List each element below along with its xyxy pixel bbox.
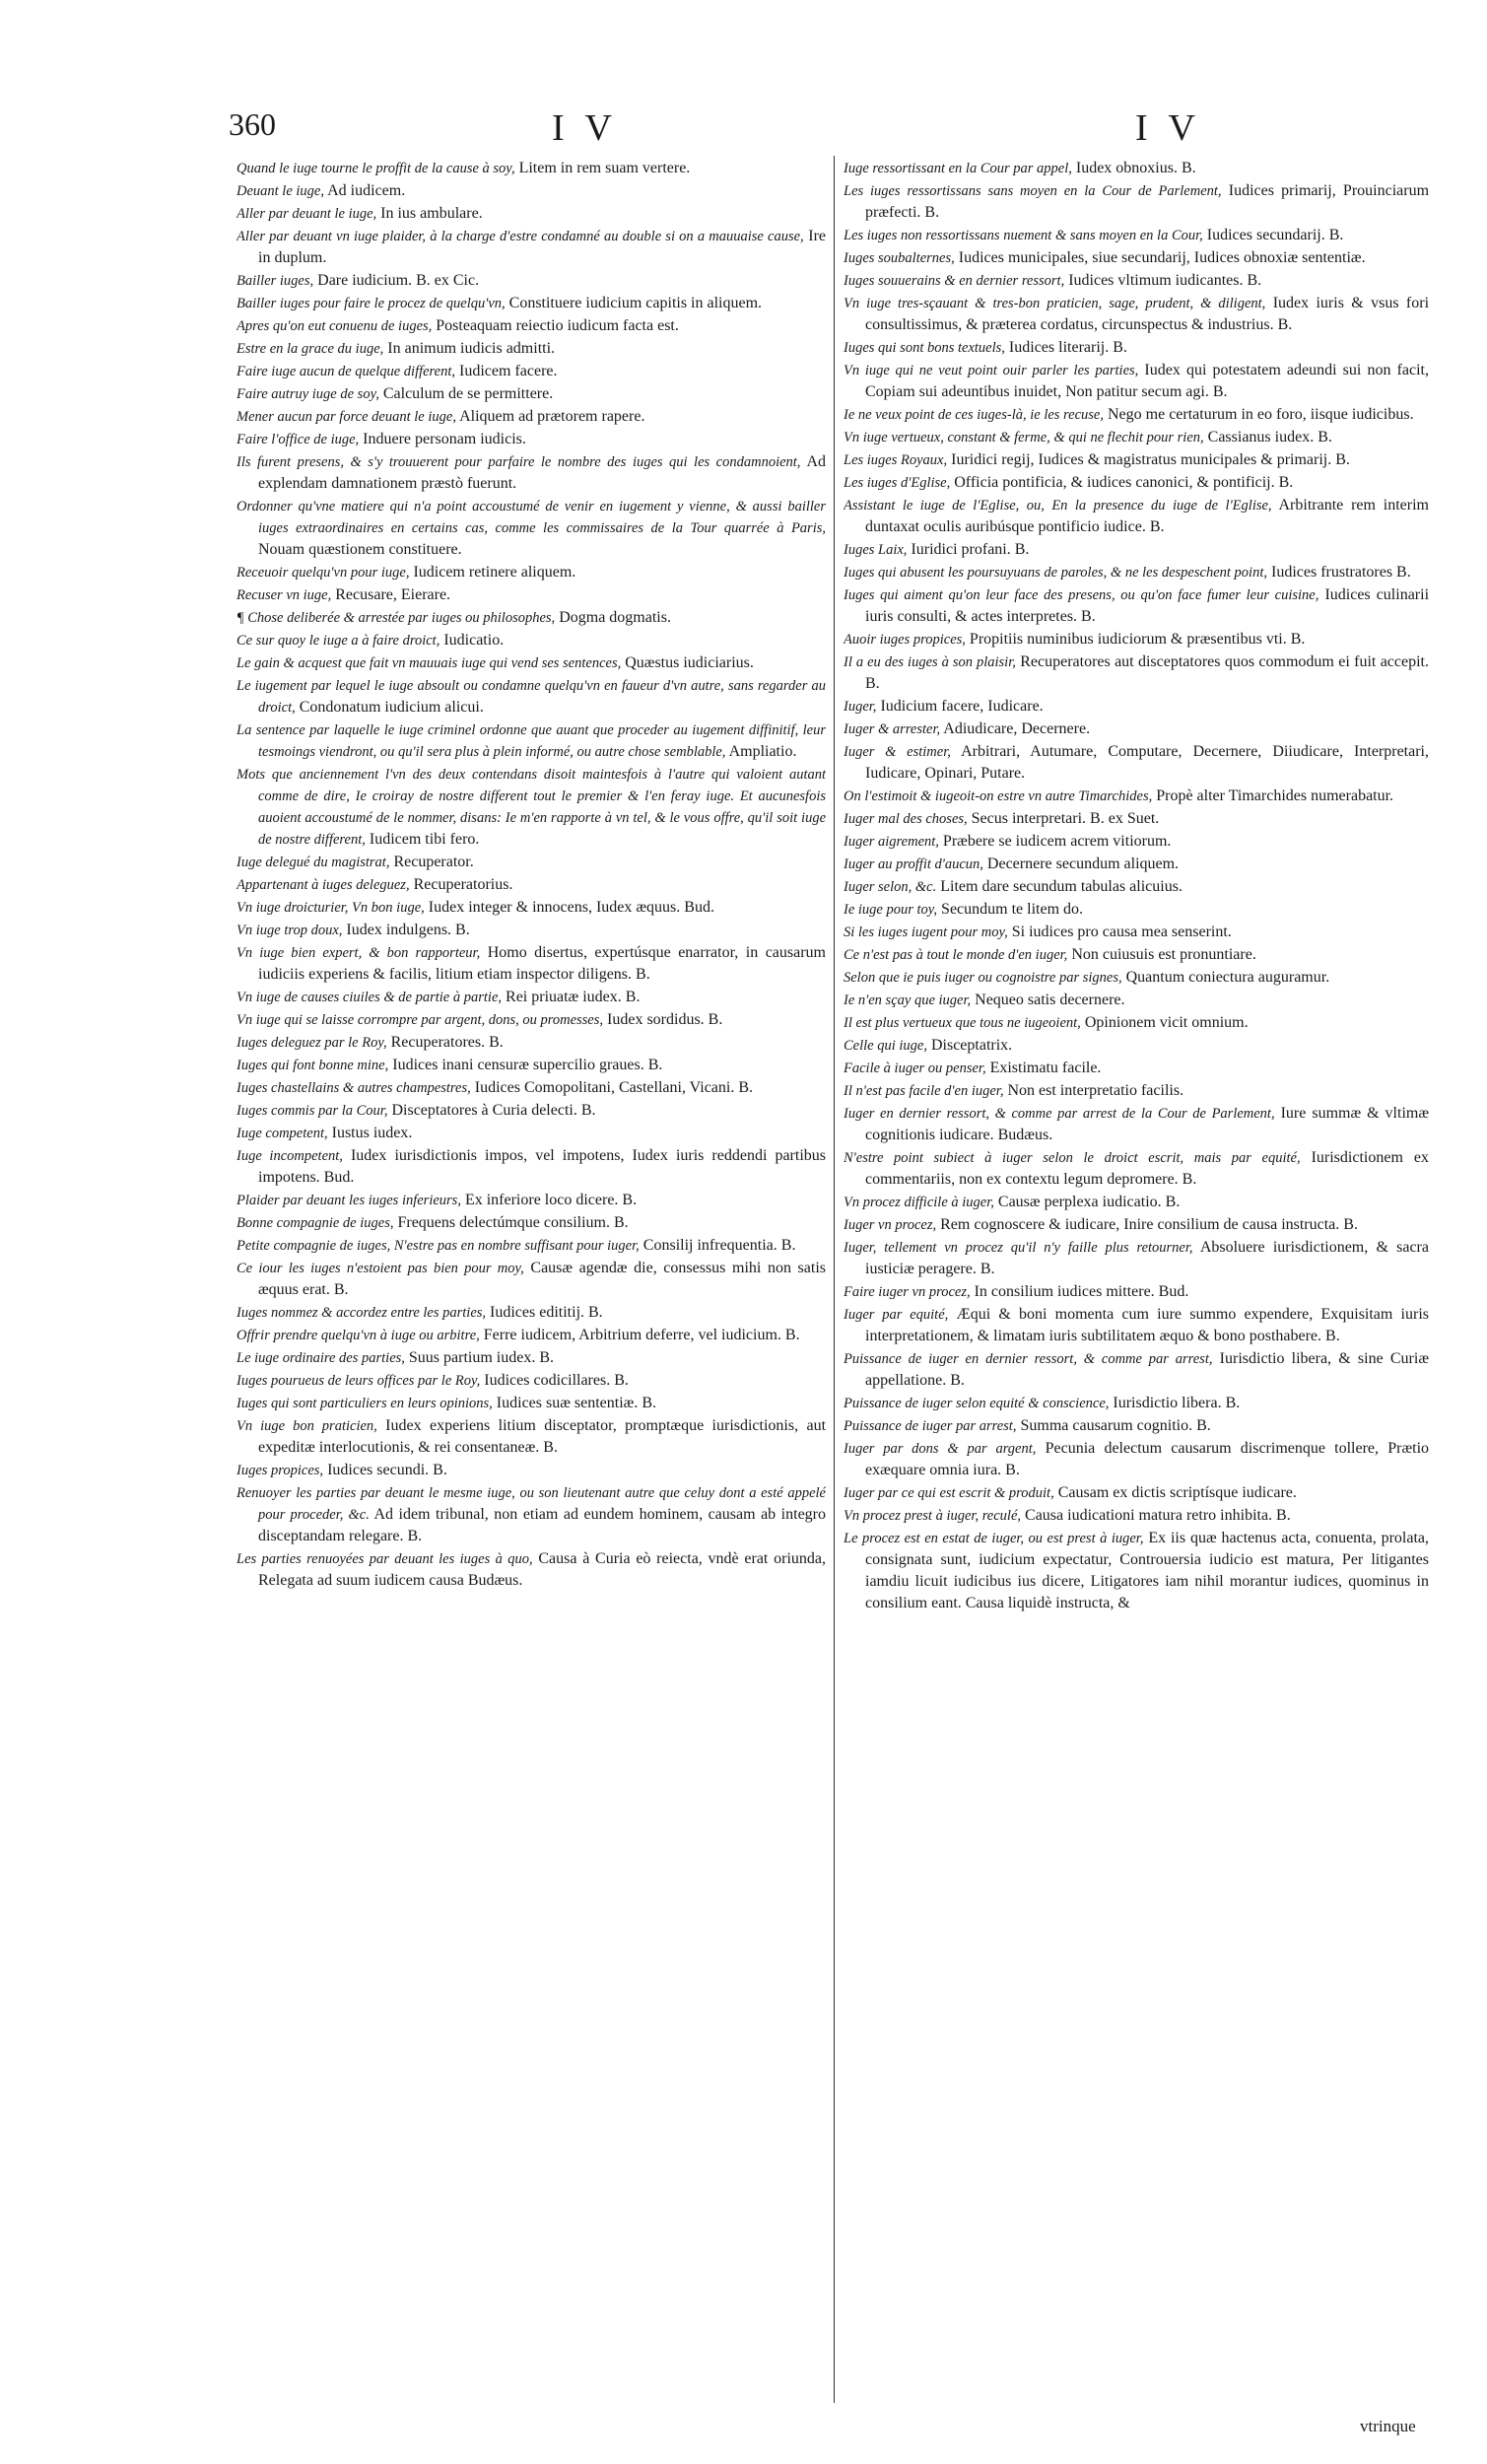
french-phrase: Il a eu des iuges à son plaisir, [844,654,1016,670]
french-phrase: Ie ne veux point de ces iuges-là, ie les recuse, [844,407,1104,423]
dictionary-entry [844,899,1429,921]
french-phrase: Vn iuge de causes ciuiles & de partie à partie, [237,990,503,1005]
latin-translation: Ad explendam damnationem præstò fuerunt. [258,453,826,492]
dictionary-entry [844,449,1429,471]
catchword: vtrinque [1360,2417,1416,2435]
french-phrase: Iuger en dernier ressort, & comme par arrest de la Cour de Parlement, [844,1106,1275,1122]
latin-translation: Cassianus iudex. B. [1207,429,1332,445]
dictionary-entry [844,786,1429,807]
dictionary-entry [844,247,1429,269]
latin-translation: Iudicem retinere aliquem. [413,564,576,581]
dictionary-entry [237,1393,826,1414]
french-phrase: Faire iuger vn procez, [844,1284,971,1300]
french-phrase: Iuges souuerains & en dernier ressort, [844,273,1065,289]
french-phrase: Iuge competent, [237,1126,328,1141]
latin-translation: Ferre iudicem, Arbitrium deferre, vel iudicium. B. [483,1327,800,1343]
dictionary-entry [237,852,826,873]
dictionary-entry [237,429,826,450]
latin-translation: Non est interpretatio facilis. [1007,1082,1184,1099]
latin-translation: Recusare, Eierare. [335,586,451,603]
dictionary-entry [844,922,1429,943]
dictionary-entry [237,1190,826,1211]
dictionary-entry [844,629,1429,650]
french-phrase: Bailler iuges, [237,273,314,289]
french-phrase: Ce sur quoy le iuge a à faire droict, [237,633,440,649]
dictionary-entry [237,406,826,428]
dictionary-entry [237,942,826,986]
dictionary-entry [237,920,826,941]
dictionary-entry [844,1348,1429,1392]
french-phrase: Quand le iuge tourne le proffit de la cause à soy, [237,161,515,176]
french-phrase: Iuger selon, &c. [844,879,937,895]
french-phrase: Iuges nommez & accordez entre les parties, [237,1305,487,1321]
dictionary-entry [844,1103,1429,1146]
dictionary-entry [844,472,1429,494]
french-phrase: Puissance de iuger par arrest, [844,1418,1017,1434]
dictionary-entry [844,584,1429,628]
latin-translation: Iudices Comopolitani, Castellani, Vicani. B. [474,1079,754,1096]
dictionary-entry [237,1415,826,1459]
latin-translation: Iudices vltimum iudicantes. B. [1068,272,1262,289]
dictionary-entry [844,854,1429,875]
french-phrase: Vn iuge bien expert, & bon rapporteur, [237,945,481,961]
french-phrase: Vn iuge droicturier, Vn bon iuge, [237,900,425,916]
french-phrase: Mener aucun par force deuant le iuge, [237,409,456,425]
latin-translation: Causæ agendæ die, consessus mihi non satis æquus erat. B. [258,1260,826,1298]
french-phrase: Puissance de iuger en dernier ressort, & comme par arrest, [844,1351,1213,1367]
latin-translation: In animum iudicis admitti. [387,340,556,357]
latin-translation: Arbitrante rem interim duntaxat oculis auribúsque pontificio iudice. B. [865,497,1429,535]
dictionary-entry [237,562,826,583]
latin-translation: Iudex indulgens. B. [346,922,470,938]
latin-translation: Iudices secundi. B. [327,1462,447,1478]
page-header [0,106,1487,150]
dictionary-entry [237,383,826,405]
french-phrase: La sentence par laquelle le iuge criminel ordonne que auant que proceder au iugement diffinitif, leur tesmoings viendront, ou qu'il sera plus à plein informé, ou autre chose semblable, [237,722,826,760]
french-phrase: Plaider par deuant les iuges inferieurs, [237,1193,461,1208]
french-phrase: Les iuges d'Eglise, [844,475,951,491]
latin-translation: Adiudicare, Decernere. [943,720,1091,737]
french-phrase: Mots que anciennement l'vn des deux contendans disoit maintesfois à l'autre qui valoient autant comme de dire, Ie croiray de nostre different tout le premier & l'en feray iuge. Et aucunesfois auoient accoustumé de le nommer, disans: Ie m'en rapporte à vn tel, & le vous offre, qu'il soit iuge de nostre different, [237,767,826,848]
dictionary-entry [237,158,826,179]
dictionary-entry [844,651,1429,695]
french-phrase: Iuges qui aiment qu'on leur face des presens, ou qu'on face fumer leur cuisine, [844,587,1319,603]
latin-translation: Causa iudicationi matura retro inhibita. B. [1025,1507,1291,1524]
french-phrase: Faire iuge aucun de quelque different, [237,364,456,379]
french-phrase: Iuges qui abusent les poursuyuans de paroles, & ne les despeschent point, [844,565,1267,581]
running-head-left: I V [552,107,618,149]
dictionary-entry [237,293,826,314]
dictionary-entry [237,1325,826,1346]
latin-translation: Consilij infrequentia. B. [642,1237,796,1254]
french-phrase: Iuges propices, [237,1463,324,1478]
latin-translation: Iure summæ & vltimæ cognitionis iudicare. Budæus. [865,1105,1429,1143]
dictionary-entry [237,361,826,382]
latin-translation: Iudices frustratores B. [1270,564,1411,581]
dictionary-entry [237,897,826,919]
dictionary-entry [844,1505,1429,1527]
latin-translation: Pecunia delectum causarum discrimenque tollere, Prætio exæquare omnia iura. B. [865,1440,1429,1478]
dictionary-entry [844,225,1429,246]
french-phrase: Iuger, [844,699,877,715]
french-phrase: Offrir prendre quelqu'vn à iuge ou arbitre, [237,1328,480,1343]
french-phrase: Si les iuges iugent pour moy, [844,924,1008,940]
dictionary-entry [844,1415,1429,1437]
latin-translation: Ex iis quæ hactenus acta, conuenta, prolata, consignata sunt, iudicium expectatur, Controuersia iudicio est matura, Per litigantes iamdiu licuit iudicibus ius dicere, Litigatores iam nihil morantur iudices, quominus in consilium eant. Causa liquidè instructa, & [865,1530,1429,1611]
french-phrase: Le iuge ordinaire des parties, [237,1350,405,1366]
dictionary-entry [237,630,826,651]
dictionary-entry [844,158,1429,179]
latin-translation: Non cuiusuis est pronuntiare. [1071,946,1256,963]
latin-translation: Rei priuatæ iudex. B. [506,989,641,1005]
french-phrase: Les iuges Royaux, [844,452,948,468]
latin-translation: Secus interpretari. B. ex Suet. [971,810,1160,827]
french-phrase: Iuges soubalternes, [844,250,955,266]
dictionary-entry [237,987,826,1008]
french-phrase: Le procez est en estat de iuger, ou est prest à iuger, [844,1531,1144,1546]
french-phrase: Iuger, tellement vn procez qu'il n'y faille plus retourner, [844,1240,1193,1256]
dictionary-entry [844,967,1429,989]
french-phrase: Deuant le iuge, [237,183,324,199]
latin-translation: Iudex obnoxius. B. [1075,160,1196,176]
latin-translation: Disceptatores à Curia delecti. B. [391,1102,596,1119]
dictionary-entry [844,495,1429,538]
latin-translation: Aliquem ad prætorem rapere. [459,408,645,425]
french-phrase: On l'estimoit & iugeoit-on estre vn autre Timarchides, [844,788,1153,804]
dictionary-entry [237,652,826,674]
dictionary-entry [844,719,1429,740]
dictionary-entry [844,337,1429,359]
french-phrase: Ordonner qu'vne matiere qui n'a point accoustumé de venir en iugement y vienne, & aussi bailler iuges extraordinaires en certains cas, comme les commissaires de la Tour quarrée à Paris, [237,499,826,536]
dictionary-entry [237,203,826,225]
latin-translation: Existimatu facile. [989,1060,1102,1076]
running-head-right: I V [1135,107,1201,149]
french-phrase: Iuger au proffit d'aucun, [844,856,983,872]
dictionary-entry [844,944,1429,966]
french-phrase: Selon que ie puis iuger ou cognoistre par signes, [844,970,1122,986]
latin-translation: In consilium iudices mittere. Bud. [974,1283,1189,1300]
latin-translation: Disceptatrix. [930,1037,1013,1054]
latin-translation: Causa à Curia eò reiecta, vndè erat oriunda, Relegata ad suum iudicem causa Budæus. [258,1550,826,1589]
french-phrase: Vn iuge bon praticien, [237,1418,377,1434]
latin-translation: Recuperatorius. [413,876,513,893]
french-phrase: Ils furent presens, & s'y trouuerent pour parfaire le nombre des iuges qui les condamnoient, [237,454,801,470]
latin-translation: Iudex qui potestatem adeundi sui non facit, Copiam sui adeuntibus inuidet, Non patitur secum agi. B. [865,362,1429,400]
dictionary-entry [844,1192,1429,1213]
dictionary-entry [844,270,1429,292]
french-phrase: Il n'est pas facile d'en iuger, [844,1083,1004,1099]
dictionary-entry [237,1032,826,1054]
latin-translation: Suus partium iudex. B. [408,1349,555,1366]
french-phrase: ¶ Chose deliberée & arrestée par iuges ou philosophes, [237,610,556,626]
french-phrase: Il est plus vertueux que tous ne iugeoient, [844,1015,1081,1031]
latin-translation: Summa causarum cognitio. B. [1020,1417,1211,1434]
latin-translation: Iurisdictio libera. B. [1113,1395,1241,1411]
dictionary-entry [844,1304,1429,1347]
french-phrase: Le gain & acquest que fait vn mauuais iuge qui vend ses sentences, [237,655,622,671]
french-phrase: Vn iuge tres-sçauant & tres-bon praticien, sage, prudent, & diligent, [844,296,1266,311]
latin-translation: Iudicem facere. [459,363,558,379]
dictionary-entry [844,180,1429,224]
french-phrase: Vn procez difficile à iuger, [844,1195,994,1210]
latin-translation: Iurisdictio libera, & sine Curiæ appellatione. B. [865,1350,1429,1389]
latin-translation: Opinionem vicit omnium. [1084,1014,1249,1031]
latin-translation: Condonatum iudicium alicui. [299,699,484,716]
latin-translation: Propè alter Timarchides numerabatur. [1156,787,1394,804]
latin-translation: Litem in rem suam vertere. [518,160,691,176]
dictionary-entry [844,808,1429,830]
dictionary-entry [844,1281,1429,1303]
french-phrase: Iuger mal des choses, [844,811,968,827]
french-phrase: Ie n'en sçay que iuger, [844,992,972,1008]
french-phrase: Auoir iuges propices, [844,632,966,648]
latin-translation: Calculum de se permittere. [382,385,554,402]
french-phrase: Iuger par equité, [844,1307,949,1323]
french-phrase: Iuge delegué du magistrat, [237,855,390,870]
french-phrase: Vn iuge vertueux, constant & ferme, & qui ne flechit pour rien, [844,430,1204,445]
dictionary-entry [844,360,1429,403]
french-phrase: Bonne compagnie de iuges, [237,1215,394,1231]
latin-translation: Iudex integer & innocens, Iudex æquus. Bud. [428,899,714,916]
latin-translation: Quæstus iudiciarius. [625,654,754,671]
latin-translation: Nego me certaturum in eo foro, iisque iudicibus. [1107,406,1414,423]
latin-translation: Rem cognoscere & iudicare, Inire consilium de causa instructa. B. [940,1216,1358,1233]
french-phrase: Les iuges ressortissans sans moyen en la Cour de Parlement, [844,183,1222,199]
dictionary-entry [844,741,1429,785]
latin-translation: Frequens delectúmque consilium. B. [397,1214,629,1231]
dictionary-entry [237,1212,826,1234]
french-phrase: Appartenant à iuges deleguez, [237,877,410,893]
french-phrase: Petite compagnie de iuges, N'estre pas en nombre suffisant pour iuger, [237,1238,640,1254]
french-phrase: Iuges pourueus de leurs offices par le Roy, [237,1373,481,1389]
latin-translation: Secundum te litem do. [941,901,1084,918]
latin-translation: Recuperatores. B. [390,1034,504,1051]
dictionary-entry [237,1145,826,1189]
dictionary-entry [844,1482,1429,1504]
latin-translation: Iudicatio. [443,632,505,649]
latin-translation: In ius ambulare. [380,205,483,222]
latin-translation: Iuridici regij, Iudices & magistratus municipales & primarij. B. [951,451,1350,468]
french-phrase: Apres qu'on eut conuenu de iuges, [237,318,433,334]
dictionary-entry [237,1055,826,1076]
french-phrase: Puissance de iuger selon equité & conscience, [844,1396,1110,1411]
french-phrase: Recuser vn iuge, [237,587,332,603]
dictionary-entry [237,1077,826,1099]
latin-translation: Iudex iurisdictionis impos, vel impotens, Iudex iuris reddendi partibus impotens. Bud. [258,1147,826,1186]
french-phrase: Faire autruy iuge de soy, [237,386,379,402]
latin-translation: Litem dare secundum tabulas alicuius. [940,878,1183,895]
dictionary-entry [844,1214,1429,1236]
latin-translation: Iudex experiens litium disceptator, promptæque iurisdictionis, aut expeditæ interlocutionis, & rei consentaneæ. B. [258,1417,826,1456]
french-phrase: Vn procez prest à iuger, reculé, [844,1508,1022,1524]
french-phrase: Receuoir quelqu'vn pour iuge, [237,565,410,581]
latin-translation: Decernere secundum aliquem. [986,856,1180,872]
latin-translation: Iurisdictionem ex commentariis, non ex contextu legum depromere. B. [865,1149,1429,1188]
latin-translation: Præbere se iudicem acrem vitiorum. [942,833,1172,850]
dictionary-entry [844,696,1429,718]
french-phrase: Iuge incompetent, [237,1148,343,1164]
french-phrase: Ce iour les iuges n'estoient pas bien pour moy, [237,1261,524,1276]
latin-translation: Causam ex dictis scriptísque iudicare. [1057,1484,1297,1501]
french-phrase: Iuge ressortissant en la Cour par appel, [844,161,1072,176]
dictionary-entry [237,1009,826,1031]
dictionary-entry [237,1548,826,1592]
french-phrase: Facile à iuger ou penser, [844,1061,986,1076]
french-phrase: Iuges chastellains & autres champestres, [237,1080,471,1096]
latin-translation: Nequeo satis decernere. [975,992,1125,1008]
dictionary-entry [237,315,826,337]
dictionary-entry [237,1258,826,1301]
dictionary-entry [237,584,826,606]
french-phrase: Celle qui iuge, [844,1038,927,1054]
latin-translation: Iustus iudex. [331,1125,413,1141]
dictionary-entry [844,1058,1429,1079]
column-divider [834,156,835,2403]
latin-translation: Si iudices pro causa mea senserint. [1011,924,1232,940]
french-phrase: Iuger vn procez, [844,1217,937,1233]
french-phrase: Iuger & estimer, [844,744,951,760]
french-phrase: Ce n'est pas à tout le monde d'en iuger, [844,947,1068,963]
french-phrase: Estre en la grace du iuge, [237,341,384,357]
french-phrase: N'estre point subiect à iuger selon le droict escrit, mais par equité, [844,1150,1301,1166]
dictionary-entry [237,451,826,495]
french-phrase: Iuger & arrester, [844,721,941,737]
french-phrase: Renuoyer les parties par deuant le mesme iuge, ou son lieutenant autre que celuy dont a esté appelé pour proceder, &c. [237,1485,826,1523]
latin-translation: Homo disertus, expertúsque enarrator, in causarum iudiciis experiens & facilis, litium etiam inspector diligens. B. [258,944,826,983]
french-phrase: Iuger par dons & par argent, [844,1441,1037,1457]
dictionary-entry [844,1035,1429,1057]
latin-translation: Arbitrari, Autumare, Computare, Decernere, Diiudicare, Interpretari, Iudicare, Opinari, Putare. [865,743,1429,782]
dictionary-entry [237,764,826,851]
dictionary-entry [237,1347,826,1369]
latin-translation: Ex inferiore loco dicere. B. [464,1192,638,1208]
dictionary-entry [237,675,826,719]
french-phrase: Iuges commis par la Cour, [237,1103,388,1119]
dictionary-entry [237,607,826,629]
latin-translation: Dogma dogmatis. [559,609,671,626]
right-column [844,158,1429,2425]
dictionary-entry [237,496,826,561]
french-phrase: Les parties renuoyées par deuant les iuges à quo, [237,1551,533,1567]
latin-translation: Iudices inani censuræ supercilio graues. B. [392,1057,663,1073]
latin-translation: Ire in duplum. [258,228,826,266]
latin-translation: Constituere iudicium capitis in aliquem. [508,295,763,311]
latin-translation: Induere personam iudicis. [363,431,526,447]
latin-translation: Ad iudicem. [327,182,406,199]
latin-translation: Iudices primarij, Prouinciarum præfecti. B. [865,182,1429,221]
french-phrase: Les iuges non ressortissans nuement & sans moyen en la Cour, [844,228,1203,243]
dictionary-entry [237,1302,826,1324]
latin-translation: Iudex sordidus. B. [607,1011,723,1028]
latin-translation: Iudices literarij. B. [1008,339,1127,356]
dictionary-entry [237,226,826,269]
dictionary-entry [237,1100,826,1122]
latin-translation: Iudices culinarii iuris consulti, & actes interpretes. B. [865,586,1429,625]
page-number: 360 [229,106,276,142]
latin-translation: Posteaquam reiectio iudicum facta est. [436,317,679,334]
left-column [237,158,826,2425]
dictionary-entry [237,1460,826,1481]
french-phrase: Iuges deleguez par le Roy, [237,1035,387,1051]
dictionary-entry [844,1080,1429,1102]
dictionary-entry [237,338,826,360]
latin-translation: Nouam quæstionem constituere. [258,541,462,558]
french-phrase: Assistant le iuge de l'Eglise, ou, En la presence du iuge de l'Eglise, [844,498,1272,513]
latin-translation: Propitiis numinibus iudiciorum & præsentibus vti. B. [969,631,1306,648]
french-phrase: Iuges qui font bonne mine, [237,1058,389,1073]
dictionary-entry [844,1393,1429,1414]
dictionary-entry [237,270,826,292]
dictionary-entry [844,831,1429,853]
latin-translation: Iudices edititij. B. [490,1304,603,1321]
dictionary-entry [237,1235,826,1257]
french-phrase: Faire l'office de iuge, [237,432,360,447]
latin-translation: Absoluere iurisdictionem, & sacra iusticiæ peragere. B. [865,1239,1429,1277]
latin-translation: Iuridici profani. B. [911,541,1030,558]
latin-translation: Ampliatio. [728,743,797,760]
french-phrase: Vn iuge qui ne veut point ouir parler les parties, [844,363,1139,378]
latin-translation: Dare iudicium. B. ex Cic. [317,272,480,289]
french-phrase: Iuges qui sont bons textuels, [844,340,1005,356]
french-phrase: Iuges qui sont particuliers en leurs opinions, [237,1396,493,1411]
dictionary-entry [844,427,1429,448]
dictionary-entry [237,1123,826,1144]
dictionary-entry [844,1147,1429,1191]
dictionary-entry [237,719,826,763]
latin-translation: Iudices codicillares. B. [484,1372,629,1389]
dictionary-entry [237,1370,826,1392]
dictionary-entry [237,1482,826,1547]
latin-translation: Iudices secundarij. B. [1206,227,1344,243]
dictionary-entry [844,1012,1429,1034]
dictionary-entry [844,876,1429,898]
latin-translation: Recuperator. [393,854,474,870]
dictionary-entry [237,180,826,202]
latin-translation: Quantum coniectura auguramur. [1125,969,1330,986]
latin-translation: Iudices municipales, siue secundarij, Iudices obnoxiæ sententiæ. [958,249,1366,266]
dictionary-entry [237,874,826,896]
latin-translation: Æqui & boni momenta cum iure summo expendere, Exquisitam iuris interpretationem, & limatam iuris subtilitatem æquo & bono posthabere. B. [865,1306,1429,1344]
latin-translation: Iudicium facere, Iudicare. [880,698,1044,715]
latin-translation: Officia pontificia, & iudices canonici, & pontificij. B. [954,474,1294,491]
french-phrase: Iuger par ce qui est escrit & produit, [844,1485,1054,1501]
french-phrase: Iuges Laix, [844,542,908,558]
french-phrase: Le iugement par lequel le iuge absoult ou condamne quelqu'vn en faueur d'vn autre, sans regarder au droict, [237,678,826,716]
latin-translation: Recuperatores aut disceptatores quos commodum ei fuit accepit. B. [865,653,1429,692]
latin-translation: Iudex iuris & vsus fori consultissimus, & præterea cordatus, circunspectus & industrius. B. [865,295,1429,333]
latin-translation: Iudices suæ sententiæ. B. [496,1395,657,1411]
french-phrase: Vn iuge qui se laisse corrompre par argent, dons, ou promesses, [237,1012,604,1028]
french-phrase: Aller par deuant le iuge, [237,206,377,222]
french-phrase: Bailler iuges pour faire le procez de quelqu'vn, [237,296,506,311]
dictionary-entry [844,1438,1429,1481]
dictionary-entry [844,562,1429,583]
latin-translation: Causæ perplexa iudicatio. B. [997,1194,1181,1210]
french-phrase: Aller par deuant vn iuge plaider, à la charge d'estre condamné au double si on a mauuaise cause, [237,229,804,244]
latin-translation: Iudicem tibi fero. [369,831,480,848]
dictionary-entry [844,990,1429,1011]
dictionary-entry [844,404,1429,426]
french-phrase: Ie iuge pour toy, [844,902,938,918]
french-phrase: Iuger aigrement, [844,834,939,850]
french-phrase: Vn iuge trop doux, [237,923,343,938]
dictionary-entry [844,293,1429,336]
dictionary-entry [844,1237,1429,1280]
dictionary-entry [844,1528,1429,1614]
latin-translation: Ad idem tribunal, non etiam ad eundem hominem, causam ab integro disceptandam relegare. B. [258,1506,826,1544]
dictionary-entry [844,539,1429,561]
